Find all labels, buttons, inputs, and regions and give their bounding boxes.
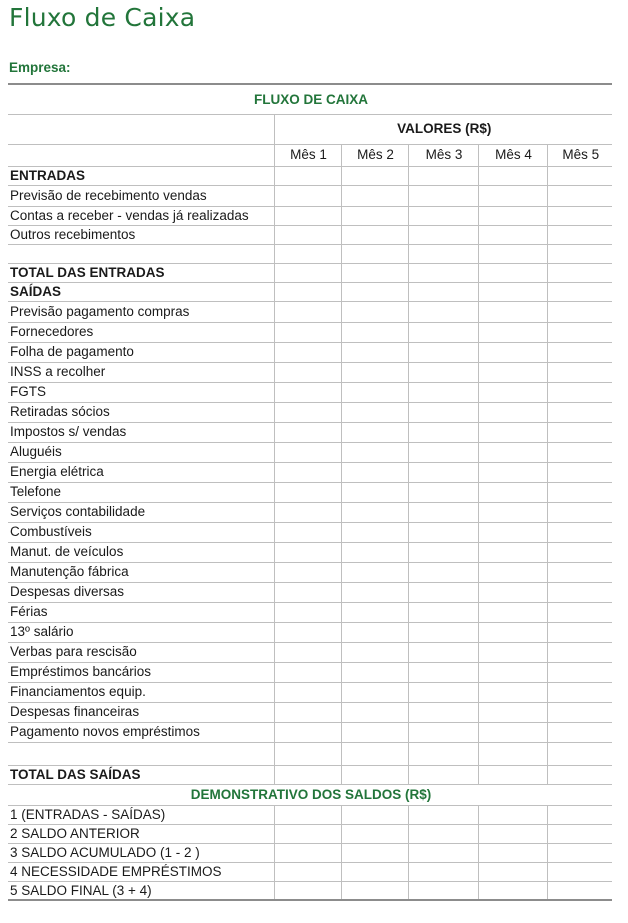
value-cell[interactable] — [478, 602, 547, 622]
value-cell[interactable] — [478, 263, 547, 282]
value-cell[interactable] — [274, 263, 341, 282]
value-cell[interactable] — [274, 562, 341, 582]
value-cell[interactable] — [341, 881, 408, 900]
value-cell[interactable] — [274, 482, 341, 502]
value-cell[interactable] — [274, 225, 341, 244]
month-header: Mês 2 — [341, 144, 408, 166]
value-cell[interactable] — [341, 765, 408, 784]
value-cell[interactable] — [478, 206, 547, 225]
value-cell[interactable] — [408, 642, 478, 662]
value-cell[interactable] — [478, 185, 547, 206]
value-cell[interactable] — [478, 682, 547, 702]
value-cell[interactable] — [274, 742, 341, 765]
row-label: Verbas para rescisão — [8, 642, 274, 662]
value-cell[interactable] — [547, 342, 612, 362]
table-row — [8, 502, 612, 522]
table-row — [8, 722, 612, 742]
value-cell[interactable] — [274, 702, 341, 722]
value-cell[interactable] — [274, 582, 341, 602]
value-cell[interactable] — [274, 422, 341, 442]
value-cell[interactable] — [341, 582, 408, 602]
value-cell[interactable] — [408, 582, 478, 602]
row-label: Retiradas sócios — [8, 402, 274, 422]
table-row — [8, 862, 612, 881]
value-cell[interactable] — [478, 824, 547, 843]
value-cell[interactable] — [274, 462, 341, 482]
value-cell[interactable] — [408, 322, 478, 342]
table-row — [8, 702, 612, 722]
value-cell[interactable] — [341, 622, 408, 642]
valores-row — [8, 114, 612, 144]
value-cell[interactable] — [408, 382, 478, 402]
total-saidas-label: TOTAL DAS SAÍDAS — [8, 765, 274, 784]
value-cell[interactable] — [547, 402, 612, 422]
value-cell[interactable] — [547, 862, 612, 881]
value-cell[interactable] — [408, 462, 478, 482]
value-cell[interactable] — [341, 642, 408, 662]
value-cell[interactable] — [478, 765, 547, 784]
row-label: Financiamentos equip. — [8, 682, 274, 702]
value-cell[interactable] — [274, 442, 341, 462]
blank-cell — [8, 114, 274, 144]
value-cell[interactable] — [274, 862, 341, 881]
table-row — [8, 522, 612, 542]
row-label: Serviços contabilidade — [8, 502, 274, 522]
row-label: Fornecedores — [8, 322, 274, 342]
month-header: Mês 5 — [547, 144, 612, 166]
value-cell[interactable] — [547, 462, 612, 482]
row-label: Energia elétrica — [8, 462, 274, 482]
value-cell[interactable] — [547, 422, 612, 442]
value-cell[interactable] — [408, 342, 478, 362]
value-cell[interactable] — [478, 322, 547, 342]
value-cell[interactable] — [274, 805, 341, 824]
table-row — [8, 422, 612, 442]
value-cell[interactable] — [408, 402, 478, 422]
row-label: Aluguéis — [8, 442, 274, 462]
value-cell[interactable] — [274, 765, 341, 784]
value-cell[interactable] — [408, 166, 478, 185]
value-cell[interactable] — [478, 462, 547, 482]
value-cell[interactable] — [408, 502, 478, 522]
value-cell[interactable] — [341, 166, 408, 185]
value-cell[interactable] — [274, 301, 341, 322]
value-cell[interactable] — [341, 482, 408, 502]
value-cell[interactable] — [408, 542, 478, 562]
row-label: 3 SALDO ACUMULADO (1 - 2 ) — [8, 843, 274, 862]
value-cell[interactable] — [478, 301, 547, 322]
value-cell[interactable] — [478, 442, 547, 462]
cash-flow-table — [8, 83, 612, 901]
value-cell[interactable] — [408, 301, 478, 322]
value-cell[interactable] — [547, 602, 612, 622]
month-header: Mês 1 — [274, 144, 341, 166]
row-label: Contas a receber - vendas já realizadas — [8, 206, 274, 225]
value-cell[interactable] — [408, 282, 478, 301]
value-cell[interactable] — [547, 502, 612, 522]
value-cell[interactable] — [478, 225, 547, 244]
total-row — [8, 263, 612, 282]
value-cell[interactable] — [547, 542, 612, 562]
value-cell[interactable] — [341, 805, 408, 824]
table-row — [8, 542, 612, 562]
value-cell[interactable] — [408, 622, 478, 642]
saldos-band-row — [8, 784, 612, 805]
value-cell[interactable] — [341, 502, 408, 522]
row-label: Manut. de veículos — [8, 542, 274, 562]
row-label: Previsão de recebimento vendas — [8, 185, 274, 206]
table-row — [8, 402, 612, 422]
value-cell[interactable] — [341, 862, 408, 881]
value-cell[interactable] — [408, 843, 478, 862]
value-cell[interactable] — [408, 562, 478, 582]
value-cell[interactable] — [274, 402, 341, 422]
value-cell[interactable] — [408, 662, 478, 682]
value-cell[interactable] — [274, 642, 341, 662]
value-cell[interactable] — [341, 282, 408, 301]
value-cell[interactable] — [341, 442, 408, 462]
value-cell[interactable] — [274, 244, 341, 263]
table-row — [8, 442, 612, 462]
value-cell[interactable] — [408, 602, 478, 622]
value-cell[interactable] — [408, 244, 478, 263]
value-cell[interactable] — [341, 362, 408, 382]
value-cell[interactable] — [274, 843, 341, 862]
value-cell[interactable] — [408, 362, 478, 382]
table-row — [8, 881, 612, 900]
value-cell[interactable] — [547, 562, 612, 582]
value-cell[interactable] — [341, 244, 408, 263]
value-cell[interactable] — [341, 322, 408, 342]
row-label: Impostos s/ vendas — [8, 422, 274, 442]
row-label: Previsão pagamento compras — [8, 301, 274, 322]
value-cell[interactable] — [341, 185, 408, 206]
value-cell[interactable] — [547, 881, 612, 900]
value-cell[interactable] — [341, 562, 408, 582]
value-cell[interactable] — [478, 881, 547, 900]
table-title: FLUXO DE CAIXA — [8, 84, 612, 114]
saldos-title: DEMONSTRATIVO DOS SALDOS (R$) — [8, 784, 612, 805]
value-cell[interactable] — [547, 582, 612, 602]
value-cell[interactable] — [478, 662, 547, 682]
value-cell[interactable] — [547, 682, 612, 702]
value-cell[interactable] — [547, 482, 612, 502]
value-cell[interactable] — [274, 342, 341, 362]
value-cell[interactable] — [547, 805, 612, 824]
value-cell[interactable] — [408, 263, 478, 282]
months-row — [8, 144, 612, 166]
value-cell[interactable] — [341, 662, 408, 682]
value-cell[interactable] — [408, 442, 478, 462]
row-label: 13º salário — [8, 622, 274, 642]
value-cell[interactable] — [478, 702, 547, 722]
value-cell[interactable] — [478, 862, 547, 881]
value-cell[interactable] — [478, 282, 547, 301]
table-row — [8, 662, 612, 682]
value-cell[interactable] — [341, 422, 408, 442]
row-label: Manutenção fábrica — [8, 562, 274, 582]
value-cell[interactable] — [274, 682, 341, 702]
blank-cell — [8, 144, 274, 166]
value-cell[interactable] — [408, 522, 478, 542]
value-cell[interactable] — [547, 742, 612, 765]
table-row — [8, 805, 612, 824]
table-row — [8, 582, 612, 602]
value-cell[interactable] — [341, 742, 408, 765]
value-cell[interactable] — [408, 422, 478, 442]
saidas-header: SAÍDAS — [8, 282, 274, 301]
value-cell[interactable] — [274, 622, 341, 642]
month-header: Mês 4 — [478, 144, 547, 166]
value-cell[interactable] — [341, 206, 408, 225]
value-cell[interactable] — [274, 166, 341, 185]
table-row — [8, 462, 612, 482]
value-cell[interactable] — [341, 342, 408, 362]
value-cell[interactable] — [547, 206, 612, 225]
value-cell[interactable] — [274, 602, 341, 622]
value-cell[interactable] — [478, 166, 547, 185]
value-cell[interactable] — [478, 522, 547, 542]
value-cell[interactable] — [341, 522, 408, 542]
entradas-header: ENTRADAS — [8, 166, 274, 185]
page-title: Fluxo de Caixa — [9, 3, 196, 32]
value-cell[interactable] — [341, 542, 408, 562]
value-cell[interactable] — [274, 502, 341, 522]
value-cell[interactable] — [547, 522, 612, 542]
row-label: 1 (ENTRADAS - SAÍDAS) — [8, 805, 274, 824]
table-row — [8, 562, 612, 582]
value-cell[interactable] — [547, 322, 612, 342]
row-label: INSS a recolher — [8, 362, 274, 382]
table-row — [8, 642, 612, 662]
row-label: Outros recebimentos — [8, 225, 274, 244]
value-cell[interactable] — [547, 263, 612, 282]
value-cell[interactable] — [408, 722, 478, 742]
table-row — [8, 342, 612, 362]
value-cell[interactable] — [478, 843, 547, 862]
row-label: FGTS — [8, 382, 274, 402]
value-cell[interactable] — [478, 402, 547, 422]
value-cell[interactable] — [408, 482, 478, 502]
value-cell[interactable] — [408, 805, 478, 824]
table-row — [8, 682, 612, 702]
blank-row — [8, 742, 612, 765]
value-cell[interactable] — [274, 322, 341, 342]
empresa-label: Empresa: — [9, 60, 71, 75]
value-cell[interactable] — [341, 722, 408, 742]
value-cell[interactable] — [547, 225, 612, 244]
value-cell[interactable] — [341, 263, 408, 282]
value-cell[interactable] — [408, 185, 478, 206]
value-cell[interactable] — [341, 462, 408, 482]
value-cell[interactable] — [547, 185, 612, 206]
value-cell[interactable] — [408, 682, 478, 702]
value-cell[interactable] — [478, 742, 547, 765]
row-label: Pagamento novos empréstimos — [8, 722, 274, 742]
table-row — [8, 206, 612, 225]
value-cell[interactable] — [408, 225, 478, 244]
table-row — [8, 382, 612, 402]
value-cell[interactable] — [341, 824, 408, 843]
value-cell[interactable] — [547, 843, 612, 862]
value-cell[interactable] — [274, 362, 341, 382]
row-label: 4 NECESSIDADE EMPRÉSTIMOS — [8, 862, 274, 881]
row-label: Empréstimos bancários — [8, 662, 274, 682]
value-cell[interactable] — [408, 824, 478, 843]
value-cell[interactable] — [478, 244, 547, 263]
row-label: Combustíveis — [8, 522, 274, 542]
total-entradas-label: TOTAL DAS ENTRADAS — [8, 263, 274, 282]
valores-header: VALORES (R$) — [274, 114, 612, 144]
month-header: Mês 3 — [408, 144, 478, 166]
value-cell[interactable] — [408, 881, 478, 900]
table-row — [8, 322, 612, 342]
value-cell[interactable] — [341, 702, 408, 722]
row-label: Despesas diversas — [8, 582, 274, 602]
total-row — [8, 765, 612, 784]
row-label: 2 SALDO ANTERIOR — [8, 824, 274, 843]
table-row — [8, 622, 612, 642]
table-row — [8, 843, 612, 862]
section-header-row — [8, 282, 612, 301]
value-cell[interactable] — [274, 881, 341, 900]
table-row — [8, 185, 612, 206]
value-cell[interactable] — [478, 382, 547, 402]
value-cell[interactable] — [408, 206, 478, 225]
row-label: Férias — [8, 602, 274, 622]
value-cell[interactable] — [478, 582, 547, 602]
blank-row — [8, 244, 612, 263]
row-label: Telefone — [8, 482, 274, 502]
value-cell[interactable] — [274, 185, 341, 206]
table-row — [8, 301, 612, 322]
value-cell[interactable] — [547, 362, 612, 382]
table-row — [8, 362, 612, 382]
table-row — [8, 225, 612, 244]
value-cell[interactable] — [341, 402, 408, 422]
section-header-row — [8, 166, 612, 185]
value-cell[interactable] — [547, 622, 612, 642]
row-label — [8, 244, 274, 263]
value-cell[interactable] — [274, 662, 341, 682]
value-cell[interactable] — [547, 442, 612, 462]
value-cell[interactable] — [341, 682, 408, 702]
value-cell[interactable] — [274, 542, 341, 562]
value-cell[interactable] — [478, 482, 547, 502]
value-cell[interactable] — [547, 765, 612, 784]
value-cell[interactable] — [547, 301, 612, 322]
table-row — [8, 482, 612, 502]
value-cell[interactable] — [341, 382, 408, 402]
value-cell[interactable] — [478, 622, 547, 642]
value-cell[interactable] — [547, 382, 612, 402]
table-row — [8, 602, 612, 622]
value-cell[interactable] — [408, 742, 478, 765]
value-cell[interactable] — [547, 662, 612, 682]
value-cell[interactable] — [274, 824, 341, 843]
value-cell[interactable] — [478, 342, 547, 362]
value-cell[interactable] — [274, 382, 341, 402]
value-cell[interactable] — [547, 282, 612, 301]
value-cell[interactable] — [408, 702, 478, 722]
value-cell[interactable] — [478, 562, 547, 582]
value-cell[interactable] — [408, 862, 478, 881]
value-cell[interactable] — [341, 602, 408, 622]
value-cell[interactable] — [274, 206, 341, 225]
row-label: Folha de pagamento — [8, 342, 274, 362]
band-row — [8, 84, 612, 114]
value-cell[interactable] — [547, 722, 612, 742]
table-row — [8, 824, 612, 843]
value-cell[interactable] — [547, 244, 612, 263]
value-cell[interactable] — [478, 362, 547, 382]
value-cell[interactable] — [341, 225, 408, 244]
row-label: Despesas financeiras — [8, 702, 274, 722]
value-cell[interactable] — [547, 824, 612, 843]
row-label: 5 SALDO FINAL (3 + 4) — [8, 881, 274, 900]
value-cell[interactable] — [547, 166, 612, 185]
value-cell[interactable] — [274, 522, 341, 542]
value-cell[interactable] — [478, 722, 547, 742]
value-cell[interactable] — [478, 422, 547, 442]
value-cell[interactable] — [478, 642, 547, 662]
value-cell[interactable] — [478, 502, 547, 522]
value-cell[interactable] — [547, 642, 612, 662]
value-cell[interactable] — [274, 282, 341, 301]
value-cell[interactable] — [341, 843, 408, 862]
row-label — [8, 742, 274, 765]
value-cell[interactable] — [274, 722, 341, 742]
value-cell[interactable] — [478, 805, 547, 824]
value-cell[interactable] — [408, 765, 478, 784]
value-cell[interactable] — [478, 542, 547, 562]
value-cell[interactable] — [341, 301, 408, 322]
value-cell[interactable] — [547, 702, 612, 722]
